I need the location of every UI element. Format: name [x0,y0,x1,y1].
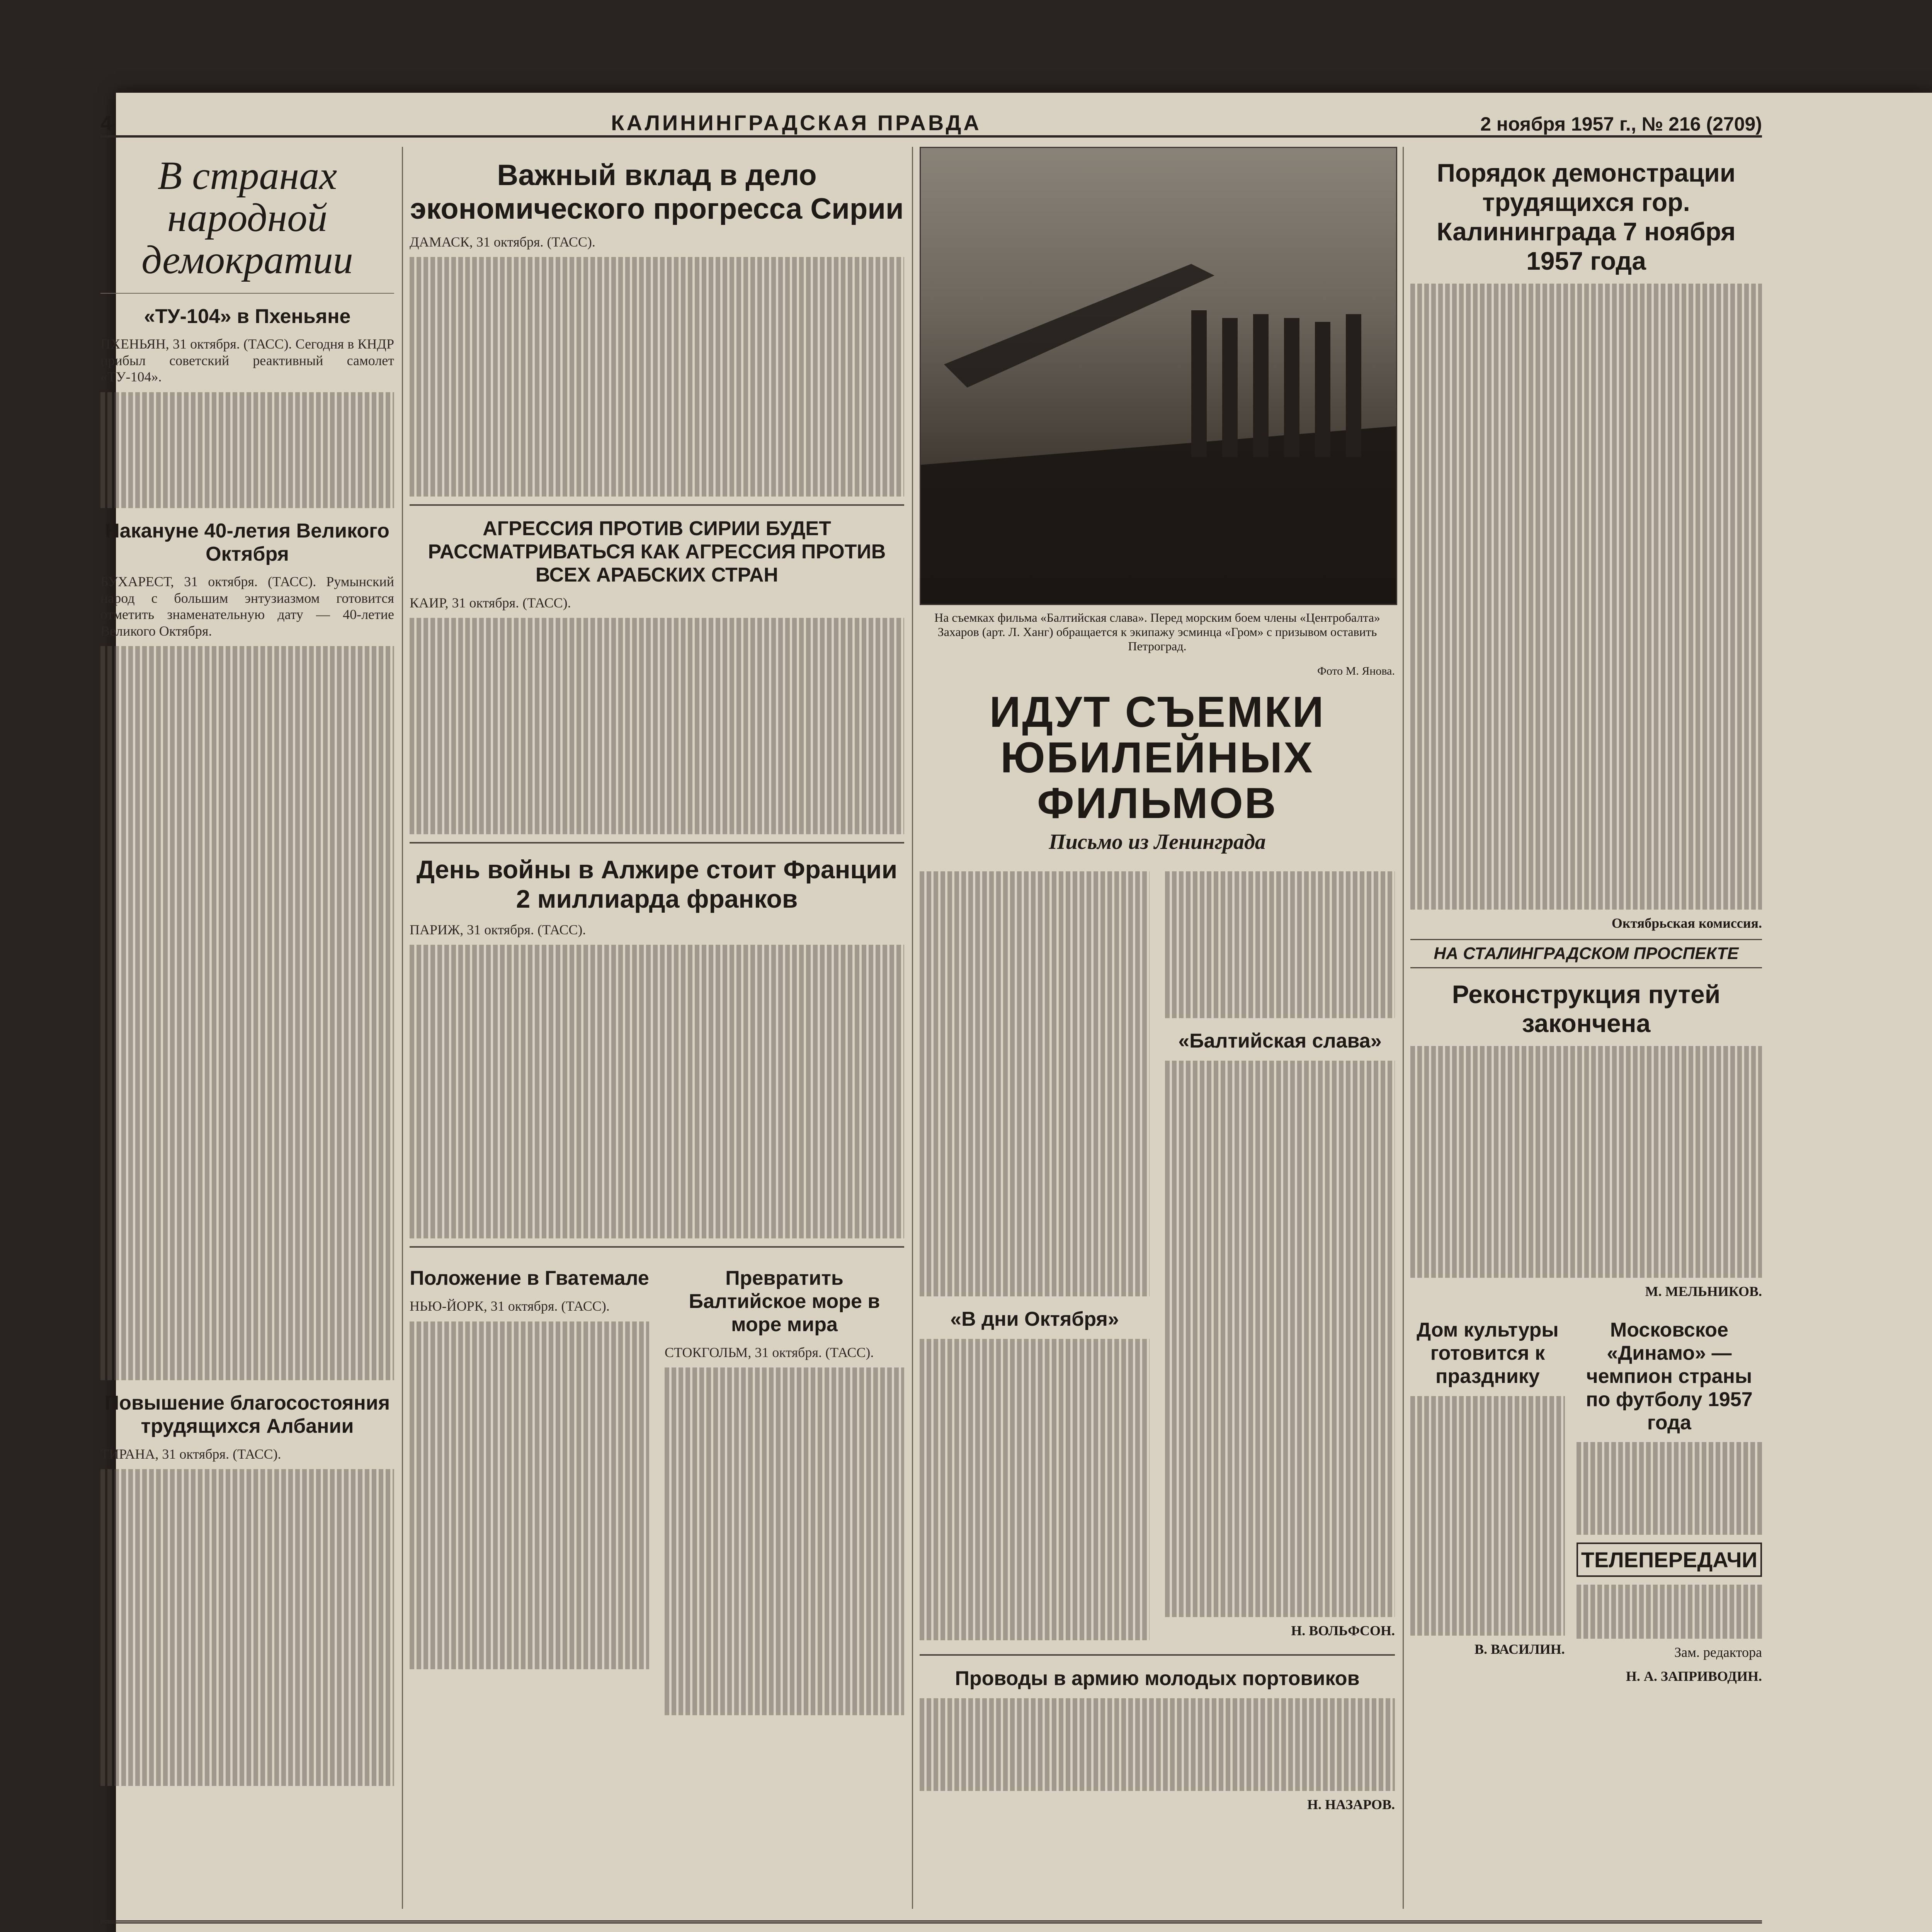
article-signature: Октябрьская комиссия. [1611,915,1762,931]
column-international [410,147,904,1721]
article-baltic [665,1255,904,1721]
film-article-left [920,866,1150,1646]
two-article-row [410,1255,904,1721]
film-article-subtitle: Письмо из Ленинграда [1049,830,1266,854]
article-text-block [1577,1442,1762,1535]
article-title: Положение в Гватемале [410,1267,649,1290]
article-title: Повышение благосостояния трудящихся Албании [104,1392,390,1438]
article-text-block [100,646,394,1380]
article-title: АГРЕССИЯ ПРОТИВ СИРИИ БУДЕТ РАССМАТРИВАТЬСЯ КАК АГРЕССИЯ ПРОТИВ ВСЕХ АРАБСКИХ СТРАН [428,517,886,586]
article-signature: Н. НАЗАРОВ. [1307,1796,1395,1812]
article-text: ПАРИЖ, 31 октября. (ТАСС). [410,922,586,937]
article-title: День войны в Алжире стоит Франции 2 миллиарда франков [416,855,898,913]
column-divider [1403,147,1404,1909]
film-article-right [1165,866,1395,1646]
article-dynamo [1577,1307,1762,1692]
column-people-democracies [100,147,394,1791]
article-culture [1410,1307,1565,1692]
article-text-block [1165,1061,1395,1617]
subheading: «В дни Октября» [950,1308,1119,1331]
article-signature: В. ВАСИЛИН. [1475,1641,1565,1657]
editor-name: Н. А. ЗАПРИВОДИН. [1626,1668,1762,1684]
column-films [920,147,1395,1820]
divider [410,842,904,844]
editor-label: Зам. редактора [1674,1645,1762,1660]
article-text: ТИРАНА, 31 октября. (ТАСС). [100,1446,281,1462]
article-text-block [920,1339,1150,1640]
rubric-title: В странах народной демократии [141,153,353,282]
photo-credit: Фото М. Янова. [1317,665,1395,678]
article-title: «ТУ-104» в Пхеньяне [144,305,351,328]
advertisements-section [100,1920,1762,1932]
article-text: ПХЕНЬЯН, 31 октября. (ТАСС). Сегодня в КНДР прибыл советский реактивный самолет «ТУ-104». [100,336,394,385]
two-article-row [1410,1307,1762,1692]
article-text-block [410,618,904,834]
article-text: НЬЮ-ЙОРК, 31 октября. (ТАСС). [410,1298,610,1314]
article-text-block [100,392,394,508]
article-text-block [410,1321,649,1669]
tv-listings-title: ТЕЛЕПЕРЕДАЧИ [1577,1543,1762,1577]
issue-date: 2 ноября 1957 г., № 216 (2709) [1480,113,1762,135]
article-guatemala [410,1255,649,1721]
article-text-block [665,1367,904,1715]
article-text: ДАМАСК, 31 октября. (ТАСС). [410,234,595,250]
article-text: СТОКГОЛЬМ, 31 октября. (ТАСС). [665,1344,874,1360]
article-text-block [1410,1396,1565,1636]
film-article-body [920,866,1395,1646]
article-text: КАИР, 31 октября. (ТАСС). [410,595,571,611]
article-text-block [1577,1585,1762,1639]
article-text-block [920,1698,1395,1791]
subheading: «Балтийская слава» [1178,1030,1382,1053]
divider [410,504,904,506]
article-text: БУХАРЕСТ, 31 октября. (ТАСС). Румынский народ с большим энтузиазмом готовится отметить знаменательную дату — 40-летие Великого Октября. [100,574,394,639]
article-title: Порядок демонстрации трудящихся гор. Калининграда 7 ноября 1957 года [1437,158,1736,275]
article-title: Накануне 40-летия Великого Октября [105,519,389,565]
article-title: Важный вклад в дело экономического прогресса Сирии [410,159,904,226]
section-banner: НА СТАЛИНГРАДСКОМ ПРОСПЕКТЕ [1410,939,1762,968]
article-text-block [1165,871,1395,1018]
film-still-photo [920,147,1397,605]
article-text-block [410,257,904,497]
column-city-news [1410,147,1762,1692]
article-signature: М. МЕЛЬНИКОВ. [1645,1284,1762,1299]
page-number: 4 [100,112,112,135]
article-text-block [1410,284,1762,910]
article-title: Проводы в армию молодых портовиков [955,1667,1360,1690]
article-text-block [1410,1046,1762,1278]
article-text-block [920,871,1150,1296]
column-divider [912,147,913,1909]
article-text-block [100,1469,394,1786]
column-divider [402,147,403,1909]
divider [410,1246,904,1248]
article-title: Превратить Балтийское море в море мира [689,1267,880,1336]
article-title: Московское «Динамо» — чемпион страны по футболу 1957 года [1586,1319,1753,1434]
divider [920,1654,1395,1656]
ship-deck-illustration [921,148,1396,604]
article-title: Дом культуры готовится к празднику [1417,1319,1559,1388]
paper-title: КАЛИНИНГРАДСКАЯ ПРАВДА [611,111,981,135]
divider [100,293,394,294]
article-text-block [410,945,904,1238]
article-title: Реконструкция путей закончена [1452,980,1721,1038]
film-article-title: ИДУТ СЪЕМКИ ЮБИЛЕЙНЫХ ФИЛЬМОВ [989,688,1325,827]
masthead [100,104,1762,138]
article-signature: Н. ВОЛЬФСОН. [1291,1622,1395,1638]
photo-caption: На съемках фильма «Балтийская слава». Перед морским боем члены «Центробалта» Захаров (арт. Л. Ханг) обращается к экипажу эсминца «Гром» с призывом оставить Петроград. [934,611,1380,653]
